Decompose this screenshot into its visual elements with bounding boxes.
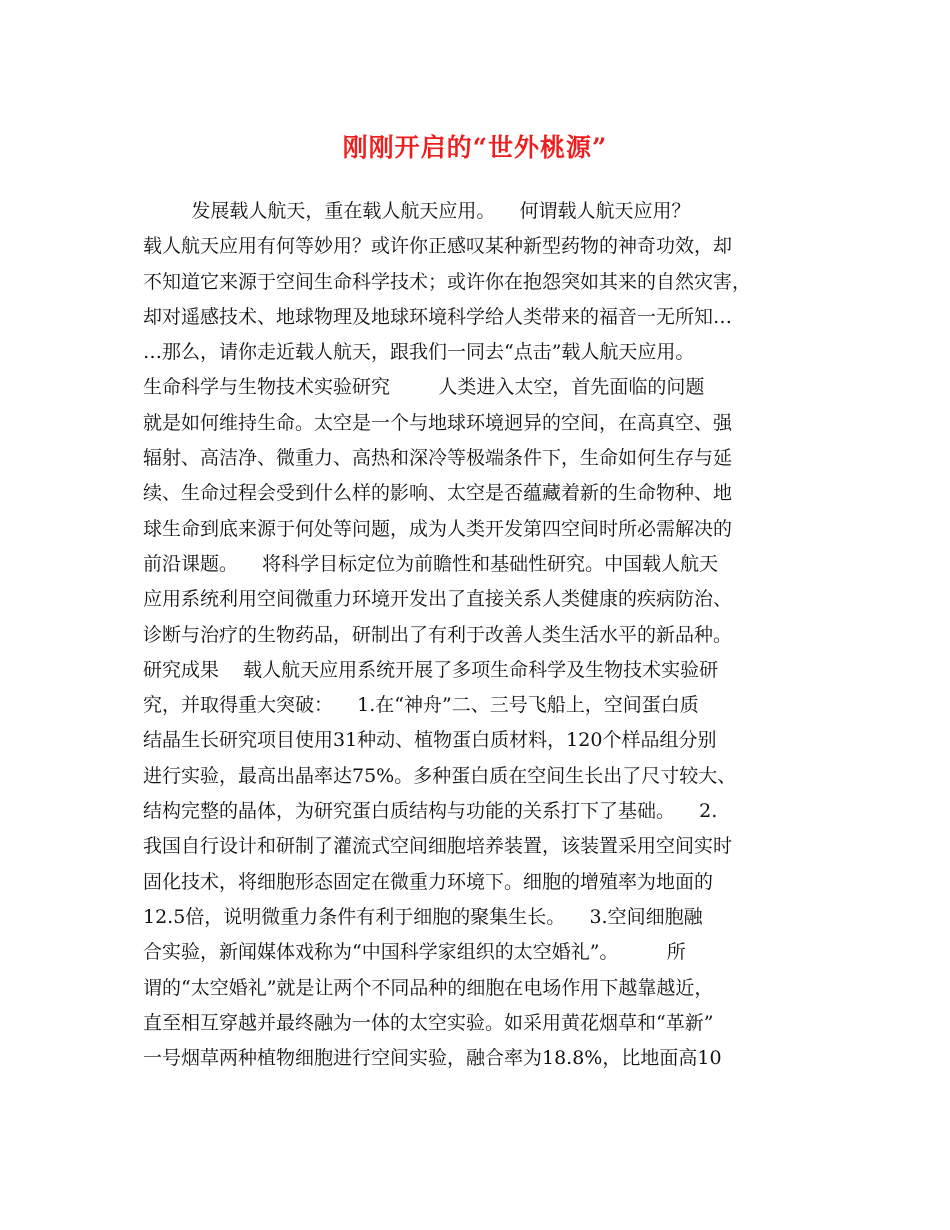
body-line: 合实验，新闻媒体戏称为“中国科学家组织的太空婚礼”。 所 [143, 941, 686, 964]
body-line: 球生命到底来源于何处等问题，成为人类开发第四空间时所必需解决的 [143, 517, 733, 540]
body-line: 究，并取得重大突破： 1.在“神舟”二、三号飞船上，空间蛋白质 [143, 694, 699, 717]
body-line: 发展载人航天，重在载人航天应用。 何谓载人航天应用？ [143, 200, 691, 222]
body-line: 一号烟草两种植物细胞进行空间实验，融合率为18.8%，比地面高10 [143, 1047, 722, 1070]
body-line: 应用系统利用空间微重力环境开发出了直接关系人类健康的疾病防治、 [143, 588, 733, 611]
document-body [143, 194, 823, 1076]
body-line: 结晶生长研究项目使用31种动、植物蛋白质材料，120个样品组分别 [143, 729, 717, 752]
body-line: 我国自行设计和研制了灌流式空间细胞培养装置，该装置采用空间实时 [143, 835, 733, 858]
body-line: 却对遥感技术、地球物理及地球环境科学给人类带来的福音一无所知… [143, 305, 733, 328]
body-line: 就是如何维持生命。太空是一个与地球环境迥异的空间，在高真空、强 [143, 411, 733, 434]
body-line: 研究成果 载人航天应用系统开展了多项生命科学及生物技术实验研 [143, 658, 719, 681]
document-title: 刚刚开启的“世外桃源” [342, 133, 608, 162]
body-line: 12.5倍，说明微重力条件有利于细胞的聚集生长。 3.空间细胞融 [143, 905, 703, 928]
body-line: 进行实验，最高出晶率达75%。多种蛋白质在空间生长出了尺寸较大、 [143, 764, 737, 787]
body-line: 结构完整的晶体，为研究蛋白质结构与功能的关系打下了基础。 2. [143, 800, 718, 823]
body-line: 辐射、高洁净、微重力、高热和深冷等极端条件下，生命如何生存与延 [143, 447, 733, 470]
body-line: 诊断与治疗的生物药品，研制出了有利于改善人类生活水平的新品种。 [143, 623, 733, 646]
body-line: 不知道它来源于空间生命科学技术；或许你在抱怨突如其来的自然灾害， [143, 270, 752, 293]
body-line: 固化技术，将细胞形态固定在微重力环境下。细胞的增殖率为地面的 [143, 870, 714, 893]
body-line: 续、生命过程会受到什么样的影响、太空是否蕴藏着新的生命物种、地 [143, 482, 733, 505]
body-line: 前沿课题。 将科学目标定位为前瞻性和基础性研究。中国载人航天 [143, 552, 719, 575]
body-line: …那么，请你走近载人航天，跟我们一同去“点击”载人航天应用。 [143, 341, 695, 364]
body-line: 谓的“太空婚礼”就是让两个不同品种的细胞在电场作用下越靠越近， [143, 976, 714, 999]
body-line: 载人航天应用有何等妙用？或许你正感叹某种新型药物的神奇功效，却 [143, 235, 733, 258]
body-line: 直至相互穿越并最终融为一体的太空实验。如采用黄花烟草和“革新” [143, 1011, 714, 1034]
body-line: 生命科学与生物技术实验研究 人类进入太空，首先面临的问题 [143, 376, 705, 399]
